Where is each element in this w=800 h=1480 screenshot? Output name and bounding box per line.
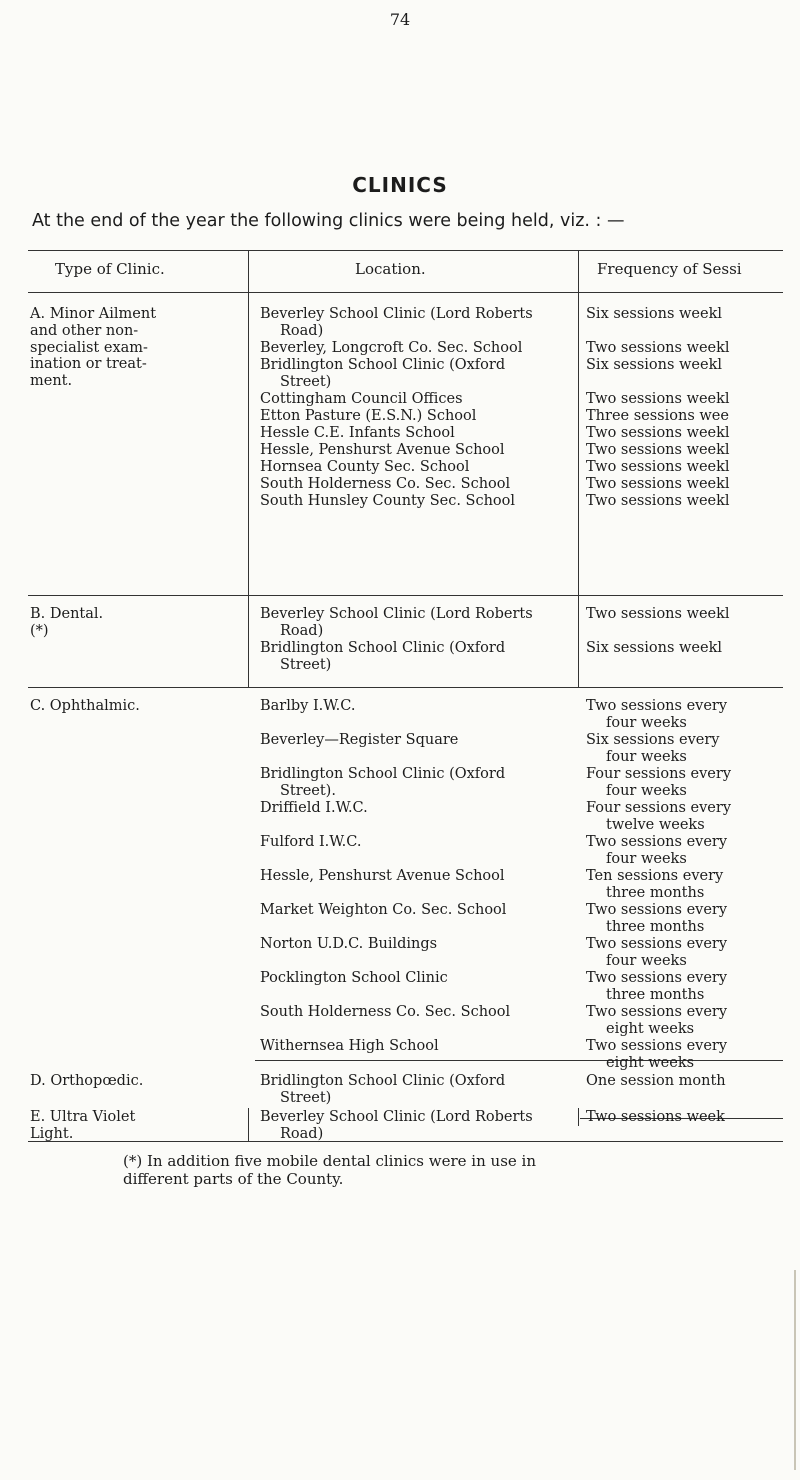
section-a-bottom-rule xyxy=(28,595,783,596)
location-c-3: Bridlington School Clinic (Oxford xyxy=(260,766,506,782)
footnote: (*) In addition five mobile dental clinics were in use in different parts of the County. xyxy=(123,1152,536,1188)
frequency-a-10: Two sessions weekl xyxy=(586,493,730,509)
frequency-a-5: Three sessions wee xyxy=(586,408,729,424)
table-top-rule xyxy=(28,250,783,251)
location-b-1b: Road) xyxy=(280,623,324,639)
frequency-c-7: Two sessions every xyxy=(586,902,728,918)
frequency-c-4b: twelve weeks xyxy=(606,817,705,833)
location-a-1: Beverley School Clinic (Lord Roberts xyxy=(260,306,533,322)
frequency-b-2: Six sessions weekl xyxy=(586,640,723,656)
header-location: Location. xyxy=(355,260,426,278)
section-b-bottom-rule xyxy=(28,687,783,688)
location-c-10: South Holderness Co. Sec. School xyxy=(260,1004,511,1020)
location-e-1b: Road) xyxy=(280,1126,324,1142)
header-type: Type of Clinic. xyxy=(55,260,165,278)
location-e-1: Beverley School Clinic (Lord Roberts xyxy=(260,1109,533,1125)
location-a-8: Hornsea County Sec. School xyxy=(260,459,470,475)
location-c-9: Pocklington School Clinic xyxy=(260,970,448,986)
type-e: E. Ultra Violet Light. xyxy=(30,1109,136,1142)
frequency-a-2: Two sessions weekl xyxy=(586,340,730,356)
frequency-c-1: Two sessions every xyxy=(586,698,728,714)
frequency-c-2b: four weeks xyxy=(606,749,687,765)
location-a-9: South Holderness Co. Sec. School xyxy=(260,476,511,492)
frequency-c-11: Two sessions every xyxy=(586,1038,728,1054)
location-c-11: Withernsea High School xyxy=(260,1038,439,1054)
location-b-2b: Street) xyxy=(280,657,332,673)
location-b-2: Bridlington School Clinic (Oxford xyxy=(260,640,506,656)
location-a-7: Hessle, Penshurst Avenue School xyxy=(260,442,505,458)
frequency-a-1: Six sessions weekl xyxy=(586,306,723,322)
frequency-a-9: Two sessions weekl xyxy=(586,476,730,492)
location-a-3: Bridlington School Clinic (Oxford xyxy=(260,357,506,373)
page-edge-mark xyxy=(794,1270,796,1470)
frequency-a-4: Two sessions weekl xyxy=(586,391,730,407)
frequency-e-1: Two sessions week xyxy=(586,1109,725,1125)
frequency-c-5b: four weeks xyxy=(606,851,687,867)
location-b-1: Beverley School Clinic (Lord Roberts xyxy=(260,606,533,622)
column-divider-2 xyxy=(578,250,579,595)
frequency-c-1b: four weeks xyxy=(606,715,687,731)
location-a-3b: Street) xyxy=(280,374,332,390)
frequency-a-8: Two sessions weekl xyxy=(586,459,730,475)
frequency-c-7b: three months xyxy=(606,919,705,935)
frequency-a-7: Two sessions weekl xyxy=(586,442,730,458)
column-divider-2c xyxy=(578,1108,579,1126)
header-bottom-rule xyxy=(28,292,783,293)
frequency-c-8b: four weeks xyxy=(606,953,687,969)
page-number: 74 xyxy=(389,10,411,29)
frequency-c-9b: three months xyxy=(606,987,705,1003)
location-c-7: Market Weighton Co. Sec. School xyxy=(260,902,507,918)
frequency-c-10b: eight weeks xyxy=(606,1021,695,1037)
type-b: B. Dental. (*) xyxy=(30,606,104,639)
location-a-1b: Road) xyxy=(280,323,324,339)
column-divider-1c xyxy=(248,1108,249,1141)
location-c-5: Fulford I.W.C. xyxy=(260,834,362,850)
type-c: C. Ophthalmic. xyxy=(30,698,140,714)
frequency-a-3: Six sessions weekl xyxy=(586,357,723,373)
location-a-2: Beverley, Longcroft Co. Sec. School xyxy=(260,340,523,356)
location-c-4: Driffield I.W.C. xyxy=(260,800,368,816)
frequency-c-5: Two sessions every xyxy=(586,834,728,850)
frequency-c-6: Ten sessions every xyxy=(586,868,724,884)
frequency-c-9: Two sessions every xyxy=(586,970,728,986)
location-c-6: Hessle, Penshurst Avenue School xyxy=(260,868,505,884)
location-a-5: Etton Pasture (E.S.N.) School xyxy=(260,408,477,424)
frequency-c-6b: three months xyxy=(606,885,705,901)
location-d-1b: Street) xyxy=(280,1090,332,1106)
frequency-c-3b: four weeks xyxy=(606,783,687,799)
location-c-2: Beverley—Register Square xyxy=(260,732,459,748)
page-title: CLINICS xyxy=(352,173,448,197)
location-c-8: Norton U.D.C. Buildings xyxy=(260,936,438,952)
header-frequency: Frequency of Sessi xyxy=(597,260,742,278)
type-d: D. Orthopœdic. xyxy=(30,1073,144,1089)
location-a-4: Cottingham Council Offices xyxy=(260,391,463,407)
frequency-c-10: Two sessions every xyxy=(586,1004,728,1020)
frequency-a-6: Two sessions weekl xyxy=(586,425,730,441)
frequency-b-1: Two sessions weekl xyxy=(586,606,730,622)
frequency-c-2: Six sessions every xyxy=(586,732,720,748)
frequency-c-3: Four sessions every xyxy=(586,766,732,782)
location-a-10: South Hunsley County Sec. School xyxy=(260,493,516,509)
location-c-1: Barlby I.W.C. xyxy=(260,698,356,714)
frequency-c-8: Two sessions every xyxy=(586,936,728,952)
column-divider-1b xyxy=(248,595,249,687)
frequency-c-11b: eight weeks xyxy=(606,1055,695,1071)
location-d-1: Bridlington School Clinic (Oxford xyxy=(260,1073,506,1089)
type-a: A. Minor Ailment and other non- specialist exam- ination or treat- ment. xyxy=(30,306,157,390)
intro-text: At the end of the year the following clinics were being held, viz. : — xyxy=(32,211,625,231)
column-divider-1 xyxy=(248,250,249,595)
frequency-d-1: One session month xyxy=(586,1073,726,1089)
location-a-6: Hessle C.E. Infants School xyxy=(260,425,455,441)
location-c-3b: Street). xyxy=(280,783,336,799)
frequency-c-4: Four sessions every xyxy=(586,800,732,816)
